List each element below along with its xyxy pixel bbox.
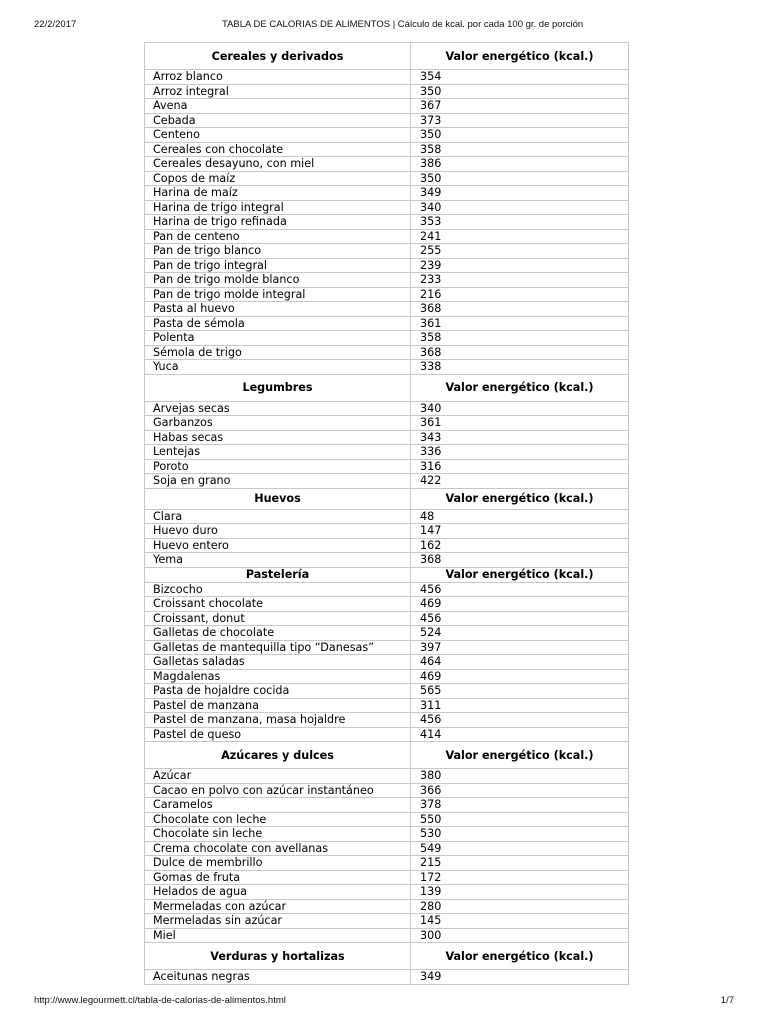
kcal-value: 456 — [411, 582, 629, 597]
food-name: Centeno — [145, 128, 411, 143]
kcal-value: 464 — [411, 655, 629, 670]
food-name: Huevo entero — [145, 538, 411, 553]
kcal-value: 353 — [411, 215, 629, 230]
table-row — [145, 157, 629, 172]
section-title: Cereales y derivados — [145, 43, 411, 70]
food-name: Azúcar — [145, 769, 411, 784]
table-row — [145, 360, 629, 375]
food-name: Pan de trigo molde integral — [145, 287, 411, 302]
food-name: Pasta de hojaldre cocida — [145, 684, 411, 699]
food-name: Crema chocolate con avellanas — [145, 841, 411, 856]
kcal-value: 565 — [411, 684, 629, 699]
kcal-value: 368 — [411, 553, 629, 568]
kcal-value: 368 — [411, 345, 629, 360]
food-name: Pastel de manzana — [145, 698, 411, 713]
food-name: Miel — [145, 928, 411, 943]
table-row — [145, 769, 629, 784]
food-name: Cebada — [145, 113, 411, 128]
print-date: 22/2/2017 — [34, 19, 77, 30]
food-name: Clara — [145, 509, 411, 524]
kcal-value: 338 — [411, 360, 629, 375]
table-row — [145, 582, 629, 597]
food-name: Cereales desayuno, con miel — [145, 157, 411, 172]
section-header-row — [145, 567, 629, 582]
kcal-value: 349 — [411, 186, 629, 201]
section-title: Pastelería — [145, 567, 411, 582]
food-name: Magdalenas — [145, 669, 411, 684]
kcal-value: 530 — [411, 827, 629, 842]
kcal-value: 549 — [411, 841, 629, 856]
table-row — [145, 783, 629, 798]
food-name: Lentejas — [145, 445, 411, 460]
food-name: Croissant, donut — [145, 611, 411, 626]
table-row — [145, 669, 629, 684]
kcal-value: 354 — [411, 70, 629, 85]
page-title: TABLA DE CALORIAS DE ALIMENTOS | Cálculo de kcal. por cada 100 gr. de porción — [222, 19, 584, 30]
table-row — [145, 841, 629, 856]
food-name: Yuca — [145, 360, 411, 375]
table-row — [145, 215, 629, 230]
table-row — [145, 430, 629, 445]
kcal-value: 172 — [411, 870, 629, 885]
food-name: Dulce de membrillo — [145, 856, 411, 871]
value-column-header: Valor energético (kcal.) — [411, 742, 629, 769]
food-name: Bizcocho — [145, 582, 411, 597]
table-row — [145, 287, 629, 302]
table-row — [145, 914, 629, 929]
table-row — [145, 798, 629, 813]
food-name: Huevo duro — [145, 524, 411, 539]
table-row — [145, 827, 629, 842]
kcal-value: 350 — [411, 171, 629, 186]
kcal-value: 340 — [411, 200, 629, 215]
table-row — [145, 611, 629, 626]
kcal-value: 147 — [411, 524, 629, 539]
kcal-value: 241 — [411, 229, 629, 244]
table-row — [145, 885, 629, 900]
kcal-value: 216 — [411, 287, 629, 302]
food-name: Pasta al huevo — [145, 302, 411, 317]
table-row — [145, 171, 629, 186]
calorie-table-body — [145, 43, 629, 985]
table-row — [145, 459, 629, 474]
table-row — [145, 597, 629, 612]
kcal-value: 368 — [411, 302, 629, 317]
food-name: Arroz blanco — [145, 70, 411, 85]
table-row — [145, 899, 629, 914]
page-url-link[interactable]: http://www.legourmett.cl/tabla-de-calorias-de-alimentos.html — [34, 995, 286, 1006]
food-name: Copos de maíz — [145, 171, 411, 186]
table-row — [145, 229, 629, 244]
kcal-value: 349 — [411, 970, 629, 985]
kcal-value: 350 — [411, 84, 629, 99]
kcal-value: 361 — [411, 416, 629, 431]
table-row — [145, 655, 629, 670]
value-column-header: Valor energético (kcal.) — [411, 43, 629, 70]
food-name: Galletas de chocolate — [145, 626, 411, 641]
table-row — [145, 713, 629, 728]
kcal-value: 422 — [411, 474, 629, 489]
food-name: Cacao en polvo con azúcar instantáneo — [145, 783, 411, 798]
table-row — [145, 84, 629, 99]
table-row — [145, 244, 629, 259]
kcal-value: 361 — [411, 316, 629, 331]
section-title: Azúcares y dulces — [145, 742, 411, 769]
food-name: Pan de trigo molde blanco — [145, 273, 411, 288]
table-row — [145, 812, 629, 827]
table-row — [145, 99, 629, 114]
page-number: 1/7 — [720, 995, 734, 1006]
table-row — [145, 870, 629, 885]
kcal-value: 48 — [411, 509, 629, 524]
food-name: Chocolate con leche — [145, 812, 411, 827]
table-row — [145, 345, 629, 360]
food-name: Caramelos — [145, 798, 411, 813]
food-name: Sémola de trigo — [145, 345, 411, 360]
kcal-value: 397 — [411, 640, 629, 655]
food-name: Chocolate sin leche — [145, 827, 411, 842]
food-name: Croissant chocolate — [145, 597, 411, 612]
section-title: Huevos — [145, 488, 411, 509]
kcal-value: 414 — [411, 727, 629, 742]
food-name: Pan de trigo blanco — [145, 244, 411, 259]
table-row — [145, 640, 629, 655]
table-row — [145, 445, 629, 460]
table-row — [145, 524, 629, 539]
table-row — [145, 186, 629, 201]
section-header-row — [145, 742, 629, 769]
kcal-value: 340 — [411, 401, 629, 416]
table-row — [145, 401, 629, 416]
food-name: Pastel de manzana, masa hojaldre — [145, 713, 411, 728]
table-row — [145, 302, 629, 317]
food-name: Helados de agua — [145, 885, 411, 900]
table-row — [145, 698, 629, 713]
food-name: Arvejas secas — [145, 401, 411, 416]
food-name: Galletas de mantequilla tipo “Danesas” — [145, 640, 411, 655]
table-row — [145, 416, 629, 431]
kcal-value: 456 — [411, 713, 629, 728]
section-title: Legumbres — [145, 374, 411, 401]
food-name: Poroto — [145, 459, 411, 474]
kcal-value: 366 — [411, 783, 629, 798]
food-name: Harina de trigo integral — [145, 200, 411, 215]
food-name: Pan de centeno — [145, 229, 411, 244]
food-name: Pasta de sémola — [145, 316, 411, 331]
section-header-row — [145, 43, 629, 70]
kcal-value: 316 — [411, 459, 629, 474]
kcal-value: 215 — [411, 856, 629, 871]
kcal-value: 239 — [411, 258, 629, 273]
food-name: Galletas saladas — [145, 655, 411, 670]
table-row — [145, 200, 629, 215]
food-name: Arroz integral — [145, 84, 411, 99]
kcal-value: 358 — [411, 331, 629, 346]
value-column-header: Valor energético (kcal.) — [411, 567, 629, 582]
food-name: Harina de maíz — [145, 186, 411, 201]
table-row — [145, 316, 629, 331]
table-row — [145, 727, 629, 742]
food-name: Harina de trigo refinada — [145, 215, 411, 230]
food-name: Mermeladas sin azúcar — [145, 914, 411, 929]
kcal-value: 367 — [411, 99, 629, 114]
food-name: Avena — [145, 99, 411, 114]
table-row — [145, 626, 629, 641]
food-name: Pastel de queso — [145, 727, 411, 742]
table-row — [145, 273, 629, 288]
kcal-value: 139 — [411, 885, 629, 900]
kcal-value: 336 — [411, 445, 629, 460]
food-name: Polenta — [145, 331, 411, 346]
value-column-header: Valor energético (kcal.) — [411, 488, 629, 509]
food-name: Garbanzos — [145, 416, 411, 431]
table-row — [145, 331, 629, 346]
kcal-value: 469 — [411, 669, 629, 684]
kcal-value: 255 — [411, 244, 629, 259]
table-row — [145, 538, 629, 553]
kcal-value: 162 — [411, 538, 629, 553]
table-row — [145, 474, 629, 489]
section-header-row — [145, 488, 629, 509]
food-name: Habas secas — [145, 430, 411, 445]
kcal-value: 386 — [411, 157, 629, 172]
section-header-row — [145, 374, 629, 401]
kcal-value: 311 — [411, 698, 629, 713]
kcal-value: 358 — [411, 142, 629, 157]
kcal-value: 343 — [411, 430, 629, 445]
table-row — [145, 128, 629, 143]
food-name: Aceitunas negras — [145, 970, 411, 985]
kcal-value: 350 — [411, 128, 629, 143]
table-row — [145, 553, 629, 568]
kcal-value: 380 — [411, 769, 629, 784]
kcal-value: 373 — [411, 113, 629, 128]
kcal-value: 456 — [411, 611, 629, 626]
table-row — [145, 70, 629, 85]
table-row — [145, 928, 629, 943]
food-name: Cereales con chocolate — [145, 142, 411, 157]
table-row — [145, 509, 629, 524]
kcal-value: 145 — [411, 914, 629, 929]
value-column-header: Valor energético (kcal.) — [411, 943, 629, 970]
kcal-value: 524 — [411, 626, 629, 641]
value-column-header: Valor energético (kcal.) — [411, 374, 629, 401]
food-name: Mermeladas con azúcar — [145, 899, 411, 914]
section-title: Verduras y hortalizas — [145, 943, 411, 970]
table-row — [145, 684, 629, 699]
table-row — [145, 142, 629, 157]
section-header-row — [145, 943, 629, 970]
kcal-value: 550 — [411, 812, 629, 827]
kcal-value: 233 — [411, 273, 629, 288]
food-name: Yema — [145, 553, 411, 568]
food-name: Gomas de fruta — [145, 870, 411, 885]
calorie-table — [144, 42, 629, 985]
table-row — [145, 970, 629, 985]
food-name: Pan de trigo integral — [145, 258, 411, 273]
table-row — [145, 258, 629, 273]
kcal-value: 469 — [411, 597, 629, 612]
kcal-value: 280 — [411, 899, 629, 914]
kcal-value: 300 — [411, 928, 629, 943]
food-name: Soja en grano — [145, 474, 411, 489]
table-row — [145, 113, 629, 128]
table-row — [145, 856, 629, 871]
kcal-value: 378 — [411, 798, 629, 813]
